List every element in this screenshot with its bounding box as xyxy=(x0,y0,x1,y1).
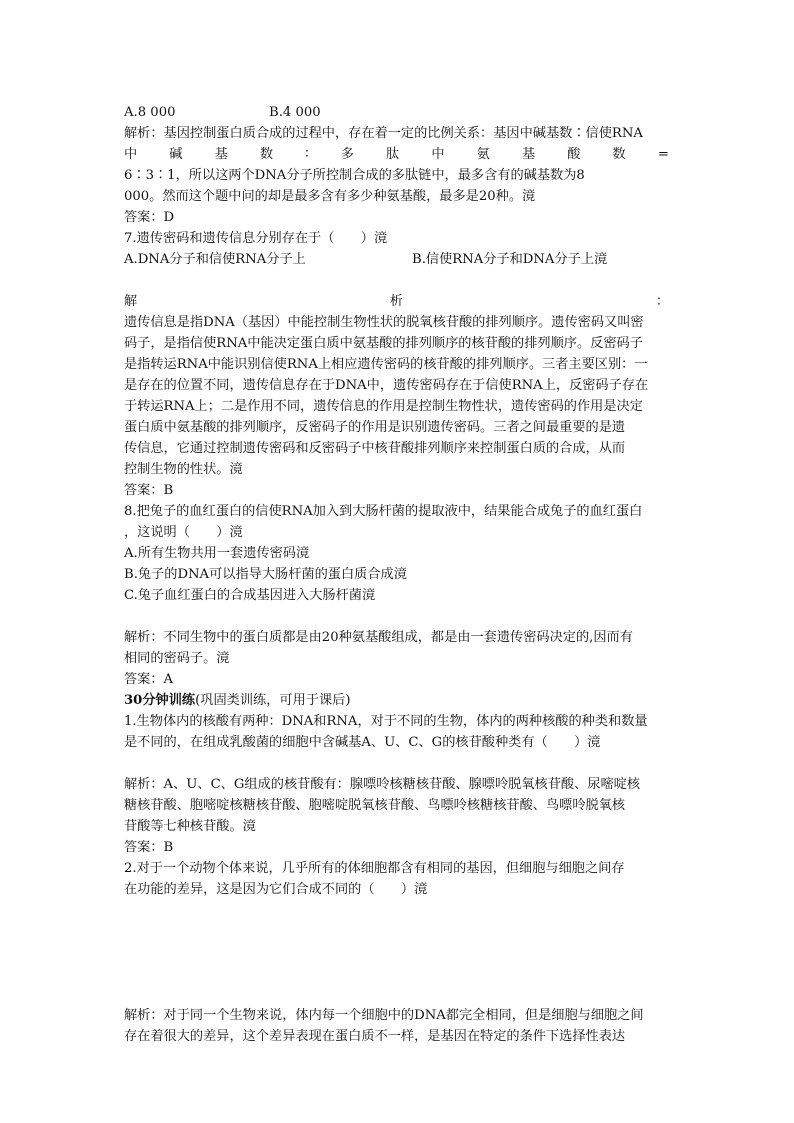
spread-char: 氨 xyxy=(476,147,490,162)
q8-analysis-line-2: 相同的密码子。滰 xyxy=(124,651,230,666)
q8-stem-line-2: ，这说明（ ）滰 xyxy=(124,525,243,540)
spread-char: 基 xyxy=(521,147,536,162)
q8-option-b: B.兔子的DNA可以指导大肠杆菌的蛋白质合成滰 xyxy=(124,567,407,582)
q7-analysis-line: 控制生物的性状。滰 xyxy=(124,462,243,477)
spread-char: ： xyxy=(655,294,669,309)
spread-char: 中 xyxy=(431,147,445,162)
section-title: 30分钟训练 xyxy=(124,693,196,708)
q6-option-a: A.8 000 xyxy=(124,105,176,120)
q7-analysis-line: 遗传信息是指DNA（基因）中能控制生物性状的脱氧核苷酸的排列顺序。遗传密码又叫密 xyxy=(124,315,644,330)
spread-char: 中 xyxy=(124,147,138,162)
q8-option-a: A.所有生物共用一套遗传密码滰 xyxy=(124,546,310,561)
q6-option-b: B.4 000 xyxy=(269,105,321,120)
q7-analysis-line: 码子，是指信使RNA中能决定蛋白质中氨基酸的排列顺序的核苷酸的排列顺序。反密码子 xyxy=(124,336,643,351)
s1-stem-line-2: 是不同的，在组成乳酸菌的细胞中含碱基A、U、C、G的核苷酸种类有（ ）滰 xyxy=(124,735,601,750)
s1-analysis-line: 糖核苷酸、胞嘧啶核糖核苷酸、胞嘧啶脱氧核苷酸、鸟嘌呤核糖核苷酸、鸟嘌呤脱氧核 xyxy=(124,798,626,813)
q7-answer: 答案：B xyxy=(124,483,174,498)
s2-analysis-line-1: 解析：对于同一个生物来说，体内每一个细胞中的DNA都完全相同，但是细胞与细胞之间 xyxy=(124,1008,644,1023)
q8-stem-line-1: 8.把兔子的血红蛋白的信使RNA加入到大肠杆菌的提取液中，结果能合成兔子的血红蛋白 xyxy=(124,504,643,519)
q6-analysis-line-3: 6∶3∶1，所以这两个DNA分子所控制合成的多肽链中，最多含有的碱基数为8 xyxy=(124,168,585,183)
spread-char: ∶ xyxy=(305,147,309,162)
section-subtitle: (巩固类训练，可用于课后) xyxy=(195,693,351,708)
q6-options xyxy=(124,102,669,123)
section-heading xyxy=(124,690,669,711)
q6-analysis-line-1: 解析：基因控制蛋白质合成的过程中，存在着一定的比例关系：基因中碱基数∶信使RNA xyxy=(124,126,643,141)
s1-answer: 答案：B xyxy=(124,840,174,855)
spread-char: = xyxy=(657,147,669,162)
spread-char: 析 xyxy=(389,294,404,309)
spread-char: 数 xyxy=(612,147,626,162)
q8-answer: 答案：A xyxy=(124,672,174,687)
s2-stem-line-2: 在功能的差异，这是因为它们合成不同的（ ）滰 xyxy=(124,882,428,897)
spread-char: 酸 xyxy=(567,147,581,162)
q8-option-c: C.兔子血红蛋白的合成基因进入大肠杆菌滰 xyxy=(124,588,376,603)
q7-analysis-line: 于转运RNA上；二是作用不同，遗传信息的作用是控制生物性状，遗传密码的作用是决定 xyxy=(124,399,643,414)
q7-analysis-line: 是存在的位置不同，遗传信息存在于DNA中，遗传密码存在于信使RNA上，反密码子存在 xyxy=(124,378,649,393)
q7-analysis-heading xyxy=(124,291,669,312)
q7-analysis-line: 传信息，它通过控制遗传密码和反密码子中核苷酸排列顺序来控制蛋白质的合成，从而 xyxy=(124,441,626,456)
spread-char: 多 xyxy=(340,147,354,162)
q6-analysis-line-4: 000。然而这个题中问的却是最多含有多少种氨基酸，最多是20种。滰 xyxy=(124,189,536,204)
q7-analysis-line: 是指转运RNA中能识别信使RNA上相应遗传密码的核苷酸的排列顺序。三者主要区别：一 xyxy=(124,357,648,372)
s2-stem-line-1: 2.对于一个动物个体来说，几乎所有的体细胞都含有相同的基因，但细胞与细胞之间存 xyxy=(124,861,625,876)
q8-analysis-line-1: 解析：不同生物中的蛋白质都是由20种氨基酸组成，都是由一套遗传密码决定的,因而有 xyxy=(124,630,633,645)
spread-char: 肽 xyxy=(386,147,400,162)
s1-analysis-line: 苷酸等七种核苷酸。滰 xyxy=(124,819,256,834)
spread-char: 数 xyxy=(259,147,274,162)
q7-analysis-line: 蛋白质中氨基酸的排列顺序，反密码子的作用是识别遗传密码。三者之间最重要的是遗 xyxy=(124,420,626,435)
q7-stem: 7.遗传密码和遗传信息分别存在于（ ）滰 xyxy=(124,231,388,246)
spread-char: 基 xyxy=(214,147,228,162)
spread-char: 解 xyxy=(124,294,138,309)
q6-analysis-line-2 xyxy=(124,144,669,165)
q7-option-a: A.DNA分子和信使RNA分子上 xyxy=(124,252,306,267)
spread-char: 碱 xyxy=(169,147,183,162)
s2-analysis-line-2: 存在着很大的差异，这个差异表现在蛋白质不一样，是基因在特定的条件下选择性表达 xyxy=(124,1029,626,1044)
q6-answer: 答案：D xyxy=(124,210,175,225)
s1-stem-line-1: 1.生物体内的核酸有两种：DNA和RNA，对于不同的生物，体内的两种核酸的种类和数量 xyxy=(124,714,648,729)
s1-analysis-line: 解析：A、U、C、G组成的核苷酸有：腺嘌呤核糖核苷酸、腺嘌呤脱氧核苷酸、尿嘧啶核 xyxy=(124,777,641,792)
q7-options xyxy=(124,249,669,270)
q7-option-b: B.信使RNA分子和DNA分子上滰 xyxy=(412,252,608,267)
